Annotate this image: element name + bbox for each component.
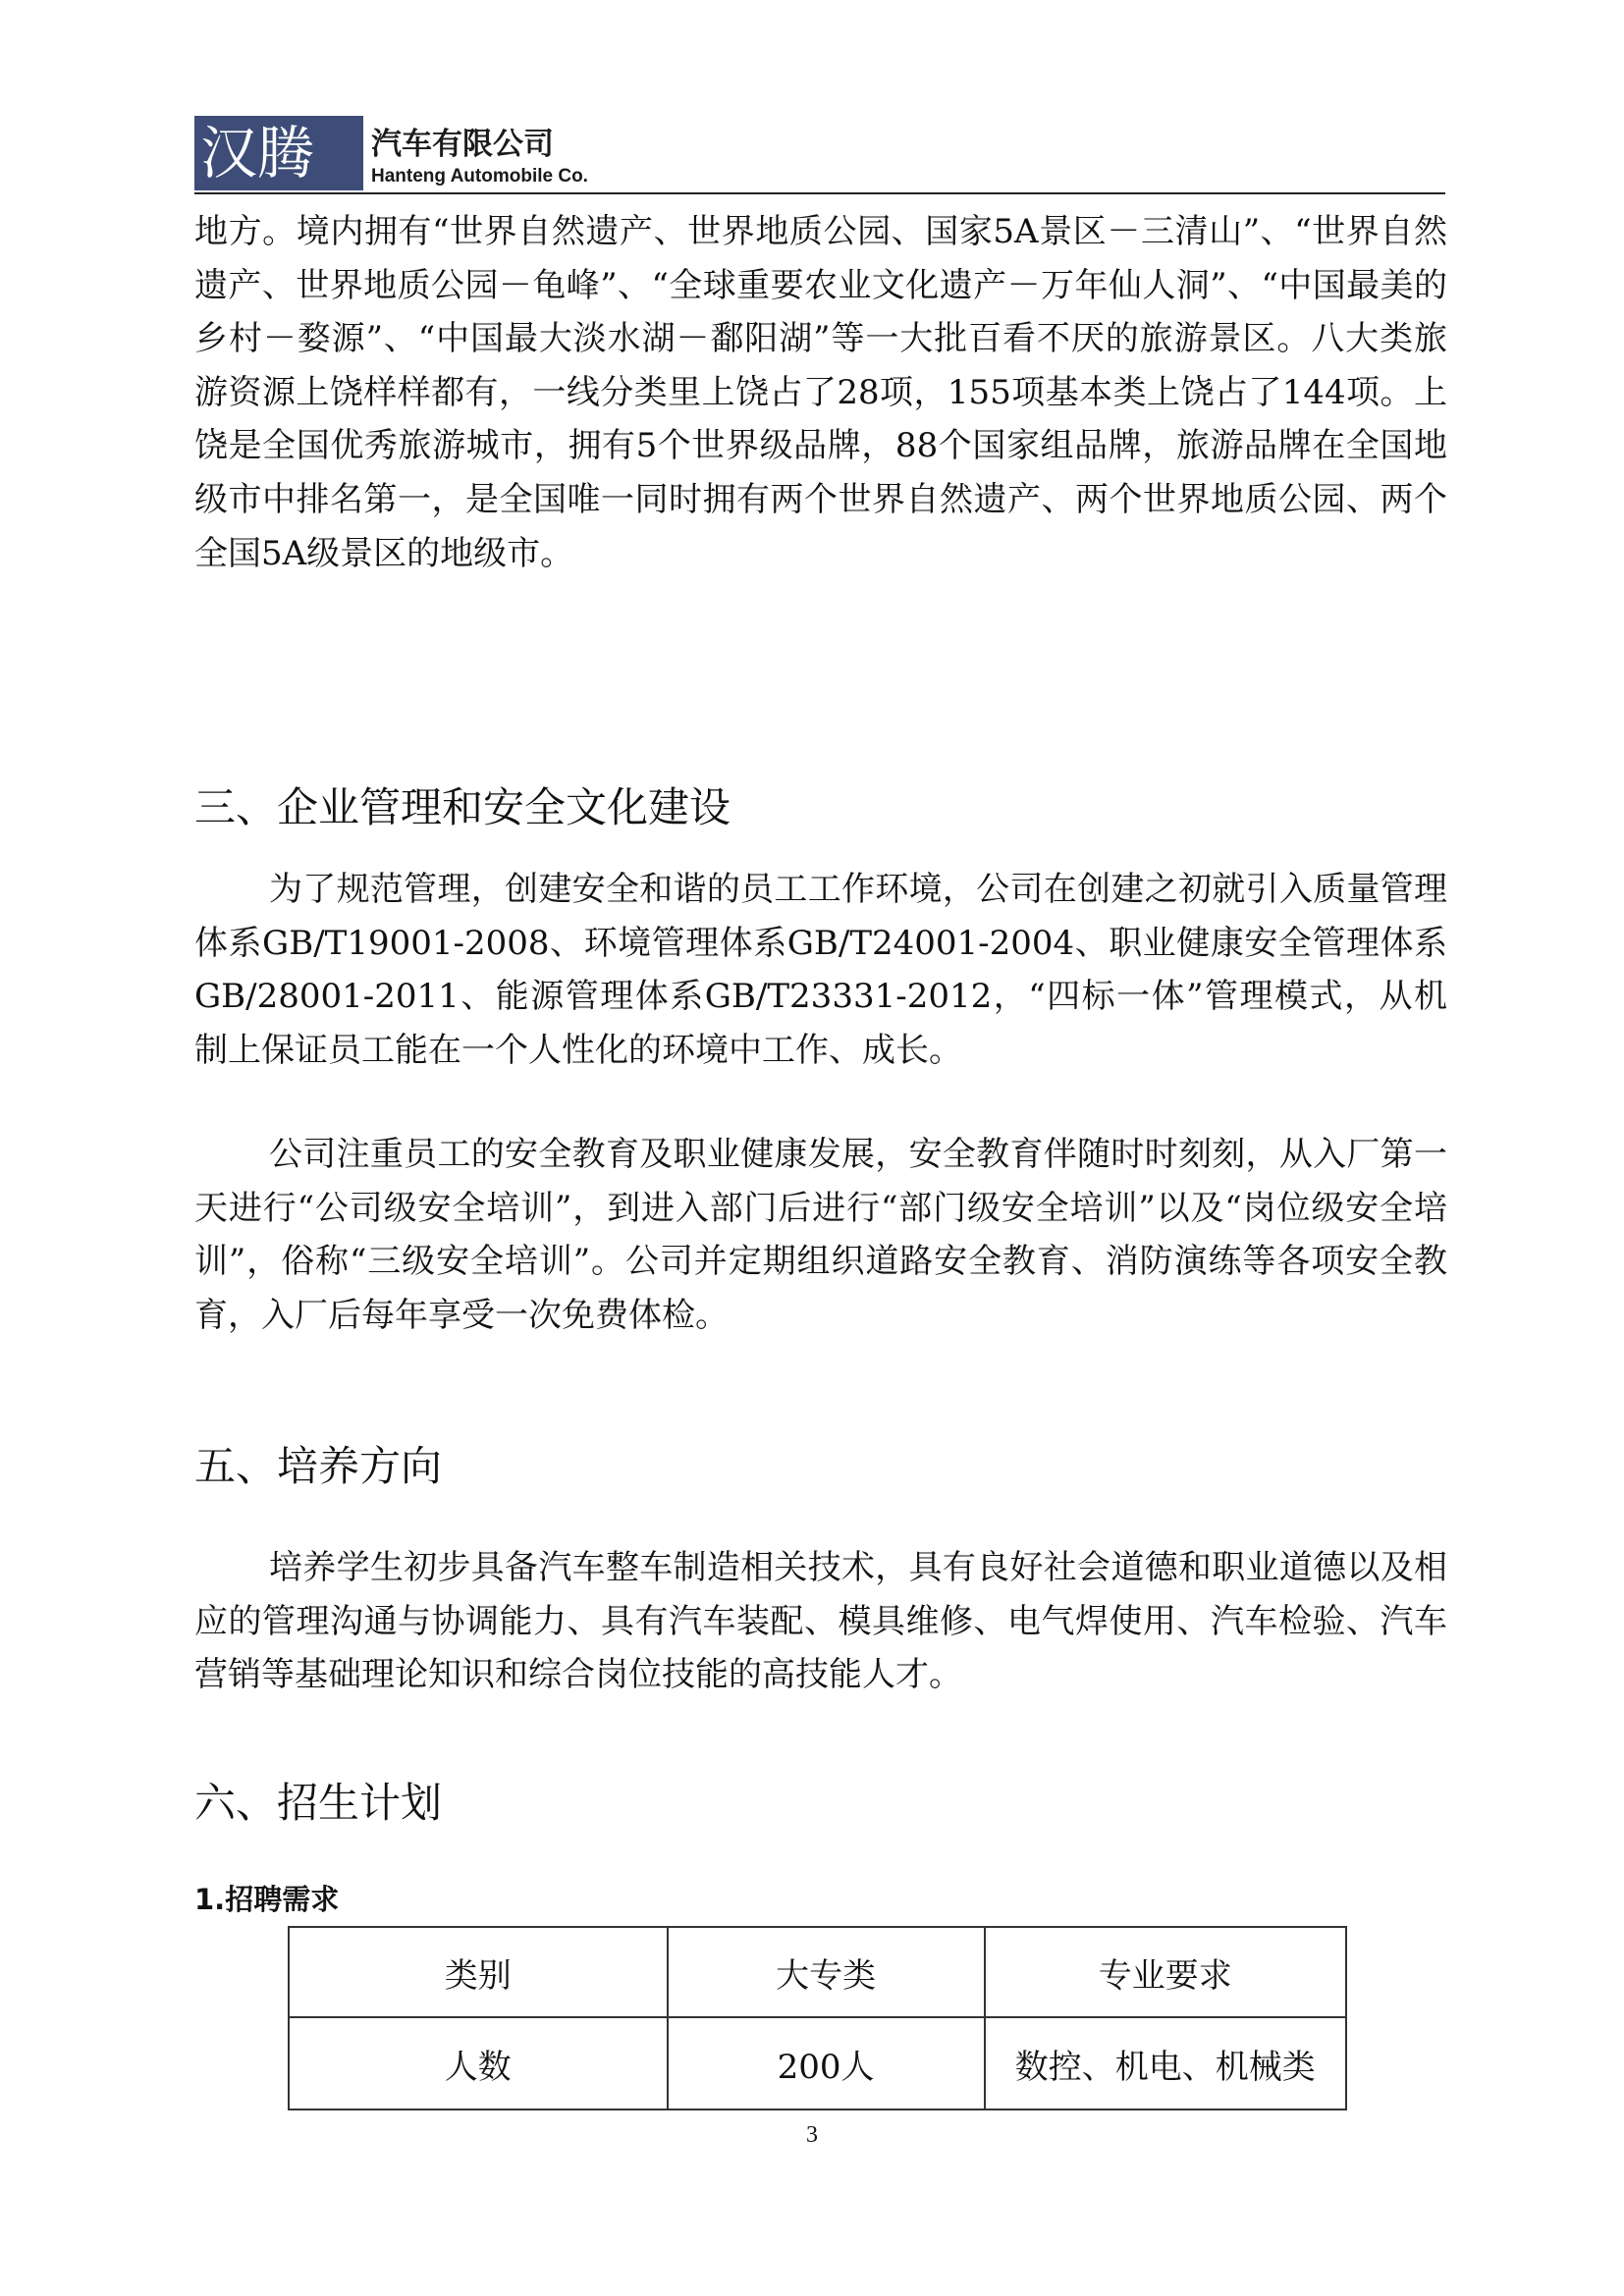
header-divider [194,192,1445,194]
table-header-cell: 大专类 [668,1927,985,2017]
management-paragraph-1: 为了规范管理，创建安全和谐的员工工作环境，公司在创建之初就引入质量管理体系GB/T19001-2008、环境管理体系GB/T24001-2004、职业健康安全管理体系GB/28001-2011、能源管理体系GB/T23331-2012，“四标一体”管理模式，从机制上保证员工能在一个人性化的环境中工作、成长。 [194,870,1447,1070]
management-paragraph-2: 公司注重员工的安全教育及职业健康发展，安全教育伴随时时刻刻，从入厂第一天进行“公司级安全培训”，到进入部门后进行“部门级安全培训”以及“岗位级安全培训”，俗称“三级安全培训”。公司并定期组织道路安全教育、消防演练等各项安全教育，入厂后每年享受一次免费体检。 [194,1135,1447,1335]
section-heading-3: 三、企业管理和安全文化建设 [194,783,731,831]
section-heading-5: 五、培养方向 [194,1442,443,1490]
training-paragraph: 培养学生初步具备汽车整车制造相关技术，具有良好社会道德和职业道德以及相应的管理沟通与协调能力、具有汽车装配、模具维修、电气焊使用、汽车检验、汽车营销等基础理论知识和综合岗位技能的高技能人才。 [194,1548,1447,1695]
table-cell: 数控、机电、机械类 [985,2017,1346,2109]
table-header-cell: 类别 [289,1927,668,2017]
table-cell: 人数 [289,2017,668,2109]
company-name-cn: 汽车有限公司 [371,127,554,162]
page-number: 3 [806,2122,818,2148]
intro-paragraph: 地方。境内拥有“世界自然遗产、世界地质公园、国家5A景区－三清山”、“世界自然遗产、世界地质公园－龟峰”、“全球重要农业文化遗产－万年仙人洞”、“中国最美的乡村－婺源”、“中国最大淡水湖－鄱阳湖”等一大批百看不厌的旅游景区。八大类旅游资源上饶样样都有，一线分类里上饶占了28项，155项基本类上饶占了144项。上饶是全国优秀旅游城市，拥有5个世界级品牌，88个国家组品牌，旅游品牌在全国地级市中排名第一，是全国唯一同时拥有两个世界自然遗产、两个世界地质公园、两个全国5A级景区的地级市。 [194,212,1447,573]
table-cell: 200人 [668,2017,985,2109]
recruitment-table [288,1926,1347,2110]
logo-mark [194,116,363,190]
logo-text [371,116,588,190]
recruitment-subheading: 1.招聘需求 [194,1883,340,1916]
table-header-row [289,1927,1346,2017]
logo-chars: 汉腾 [200,120,315,187]
company-logo [194,114,588,190]
company-name-en: Hanteng Automobile Co. [371,166,588,187]
table-row [289,2017,1346,2109]
section-heading-6: 六、招生计划 [194,1779,443,1827]
table-header-cell: 专业要求 [985,1927,1346,2017]
